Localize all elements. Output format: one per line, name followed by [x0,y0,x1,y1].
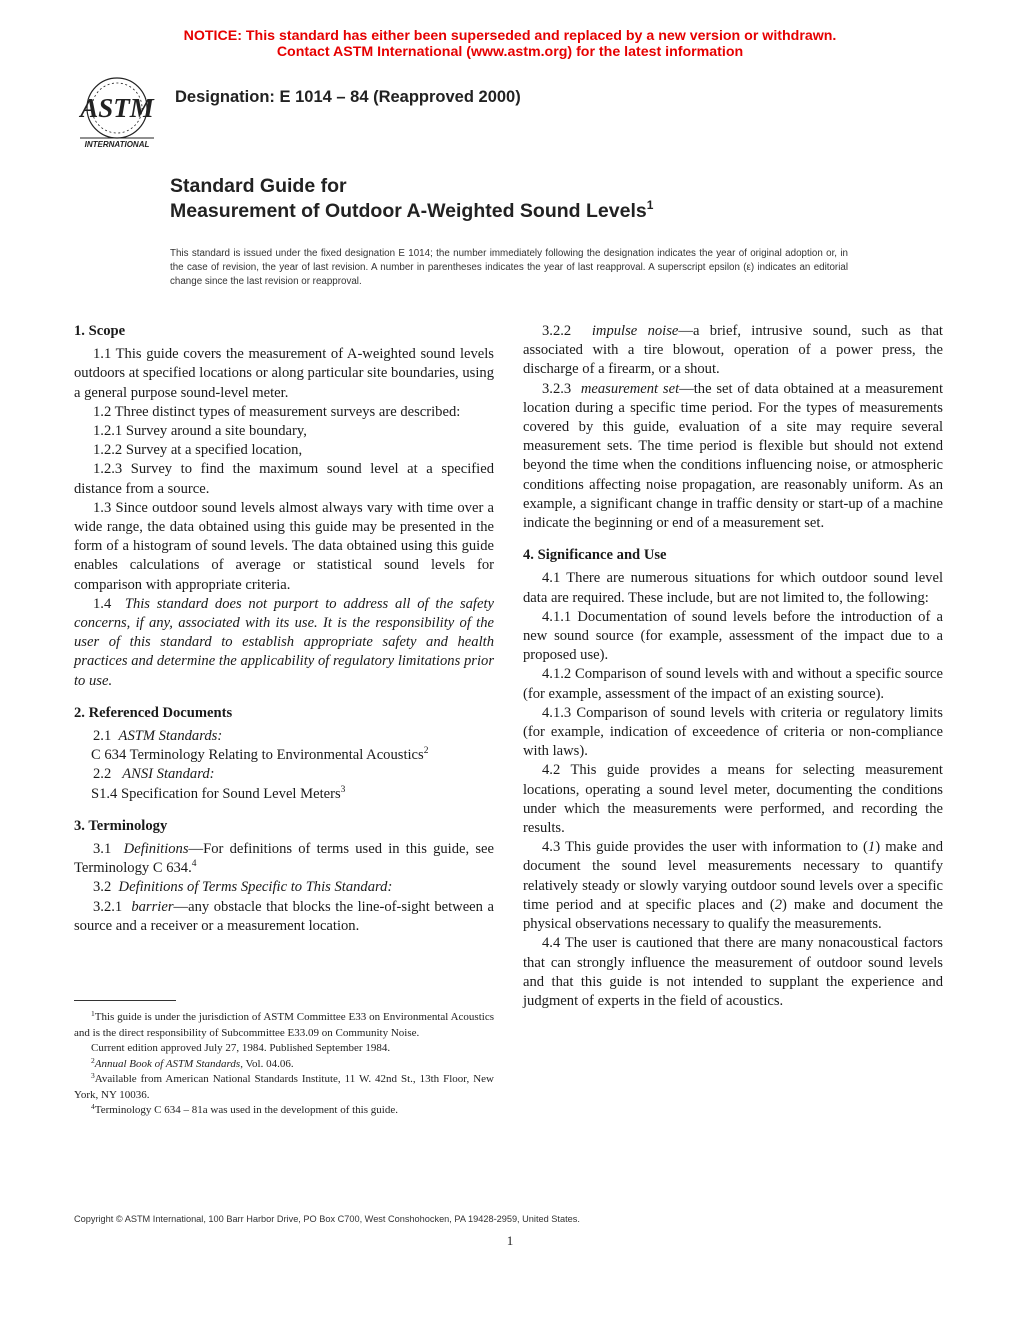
para-1-2-1: 1.2.1 Survey around a site boundary, [93,423,307,440]
para-3-1 [74,840,494,878]
para-3-1-num: 3.1 [93,841,112,858]
para-2-2 [74,765,494,784]
ref-s14-text: S1.4 Specification for Sound Level Meters [91,785,341,802]
para-1-2: 1.2 Three distinct types of measurement surveys are described: [93,403,461,420]
para-4-2: 4.2 This guide provides a means for selecting measurement locations, operating a sound level meter, documenting the conditions under which the measurements were performed, and recording the results. [523,762,943,837]
para-3-2-3 [523,380,943,534]
para-2-1-label: ASTM Standards: [118,728,223,745]
para-4-3 [523,838,943,934]
para-3-2-1-num: 3.2.1 [93,898,123,915]
ref-s14 [74,785,494,804]
left-column [74,322,494,936]
designation: Designation: E 1014 – 84 (Reapproved 2000) [175,88,521,106]
section-2-heading: 2. Referenced Documents [74,704,233,721]
astm-logo-icon [74,72,160,152]
para-1-2-3: 1.2.3 Survey to find the maximum sound level at a specified distance from a source. [74,461,494,497]
para-3-1-footnote[interactable]: 4 [191,859,197,870]
ref-c634 [74,746,494,765]
logo-text: ASTM [80,93,154,123]
document-title [170,174,653,224]
para-2-1-num: 2.1 [93,728,112,745]
para-3-2-3-text: —the set of data obtained at a measurement location during a specific time period. For the types of measurements covered by this guide, evaluation of a site may require several measurement sets. The time period is flexible but should not extend beyond the time when the conditions influencing noise, or atmospheric conditions affecting noise propagation, are reasonably uniform. As an example, a significant change in traffic density or start-up of a machine indicate the beginning or end of a measurement set. [523,380,944,532]
para-4-3-part-a: 4.3 This guide provides the user with information to ( [542,839,868,856]
footnote-3 [74,1072,494,1103]
section-4-heading: 4. Significance and Use [523,547,667,564]
para-4-3-item-2: 2 [774,896,783,913]
para-3-2-label: Definitions of Terms Specific to This Standard: [118,879,393,896]
para-4-1-2: 4.1.2 Comparison of sound levels with and without a specific source (for example, assessment of the impact of an existing source). [523,666,943,702]
para-3-2-2-text: —a brief, intrusive sound, such as that associated with a tire blowout, operation of a power press, the discharge of a firearm, or a shout. [523,323,943,378]
para-3-1-term: Definitions [123,841,189,858]
ref-s14-footnote[interactable]: 3 [340,784,346,795]
para-1-1: 1.1 This guide covers the measurement of A-weighted sound levels outdoors at specified locations or along particular site boundaries, using a general purpose sound-level meter. [74,346,494,401]
para-2-1 [74,727,494,746]
footnote-4-text: Terminology C 634 – 81a was used in the development of this guide. [94,1104,398,1116]
para-4-3-part-c: ) make and document the physical observations necessary to qualify the measurements. [523,896,943,933]
title-main: Measurement of Outdoor A-Weighted Sound Levels [170,200,647,222]
issuance-statement: This standard is issued under the fixed designation E 1014; the number immediately following the designation indicates the year of original adoption or, in the case of revision, the year of last revision. A number in parentheses indicates the year of last reapproval. A superscript epsilon (ε) indicates an editorial change since the last revision or reapproval. [170,248,848,288]
section-1-heading: 1. Scope [74,323,126,339]
para-3-2-2 [523,322,943,380]
para-3-2-1 [74,898,494,936]
para-4-1-1: 4.1.1 Documentation of sound levels before the introduction of a new sound source (for example, assessment of the impact due to a proposed use). [523,608,943,664]
section-3-heading: 3. Terminology [74,817,168,834]
para-1-4 [74,595,494,691]
footnote-4 [74,1103,494,1119]
notice-line-1: NOTICE: This standard has either been superseded and replaced by a new version or withdrawn. [183,28,837,44]
para-3-2-num: 3.2 [93,879,112,896]
footnote-3-num: 3 [91,1071,95,1080]
para-3-2-1-text: —any obstacle that blocks the line-of-sight between a source and a receiver or a measurement location. [74,898,495,934]
footnote-2-num: 2 [91,1055,95,1065]
para-3-2-2-term: impulse noise [591,323,679,339]
ref-c634-footnote[interactable]: 2 [423,746,429,757]
para-3-2-2-num: 3.2.2 [542,323,572,339]
para-2-2-num: 2.2 [93,766,112,783]
para-3-1-text: —For definitions of terms used in this guide, see Terminology C 634. [74,841,494,877]
para-1-4-text: This standard does not purport to address all of the safety concerns, if any, associated with its use. It is the responsibility of the user of this standard to establish appropriate safety and health practices and determine the applicability of regulatory limitations prior to use. [74,595,494,689]
footnote-1 [74,1010,494,1041]
para-3-2-1-term: barrier [131,898,174,915]
footnote-1-num: 1 [91,1009,95,1018]
footnotes [74,1010,494,1119]
footnote-2 [74,1057,494,1073]
footnote-divider [74,1000,176,1001]
footnote-3-text: Available from American National Standards Institute, 11 W. 42nd St., 13th Floor, New York, NY 10036. [74,1073,494,1101]
title-line-2 [170,199,653,224]
footnote-1-edition: Current edition approved July 27, 1984. Published September 1984. [91,1042,391,1054]
para-2-2-label: ANSI Standard: [122,766,215,783]
para-3-2-3-term: measurement set [580,380,680,397]
astm-logo [74,72,160,152]
title-footnote-ref[interactable]: 1 [646,198,654,212]
footnote-4-num: 4 [91,1102,95,1111]
para-1-4-num: 1.4 [93,595,112,612]
logo-subtext: INTERNATIONAL [84,140,150,149]
supersession-notice [0,28,1020,60]
para-4-3-part-b: ) make and document the sound level measurements necessary to quantify relatively steady or slowly varying outdoor sound levels over a specific time period and at specific places and ( [523,839,943,913]
footnote-1-text: This guide is under the jurisdiction of ASTM Committee E33 on Environmental Acoustics and is the direct responsibility of Subcommittee E33.09 on Community Noise. [74,1011,494,1039]
footnote-2-tail: , Vol. 04.06. [240,1057,294,1070]
ref-c634-text: C 634 Terminology Relating to Environmental Acoustics [91,747,424,764]
para-4-1-3: 4.1.3 Comparison of sound levels with criteria or regulatory limits (for example, indication of exceedence of criteria or non-compliance with laws). [523,704,943,760]
para-3-2-3-num: 3.2.3 [542,380,572,397]
title-line-1: Standard Guide for [170,175,347,197]
para-4-4: 4.4 The user is cautioned that there are many nonacoustical factors that can strongly influence the measurement of outdoor sound levels and that this guide is not intended to supplant the experience and judgment of experts in the field of acoustics. [523,935,943,1009]
para-4-1: 4.1 There are numerous situations for which outdoor sound level data are required. These include, but are not limited to, the following: [523,570,943,606]
para-1-2-2: 1.2.2 Survey at a specified location, [93,442,303,459]
para-1-3: 1.3 Since outdoor sound levels almost always vary with time over a wide range, the data obtained using this guide may be presented in the form of a histogram of sound levels. The data obtained using this guide enables calculations of average or statistical sound levels for comparison with appropriate criteria. [74,499,494,593]
para-4-3-item-1: 1 [867,839,876,856]
footnote-2-text: Annual Book of ASTM Standards [94,1057,241,1070]
para-3-2 [74,878,494,897]
right-column [523,322,943,1011]
page-number: 1 [506,1233,514,1248]
notice-line-2: Contact ASTM International (www.astm.org) for the latest information [276,44,744,60]
copyright-line: Copyright © ASTM International, 100 Barr Harbor Drive, PO Box C700, West Conshohocken, PA 19428-2959, United States. [74,1214,580,1224]
